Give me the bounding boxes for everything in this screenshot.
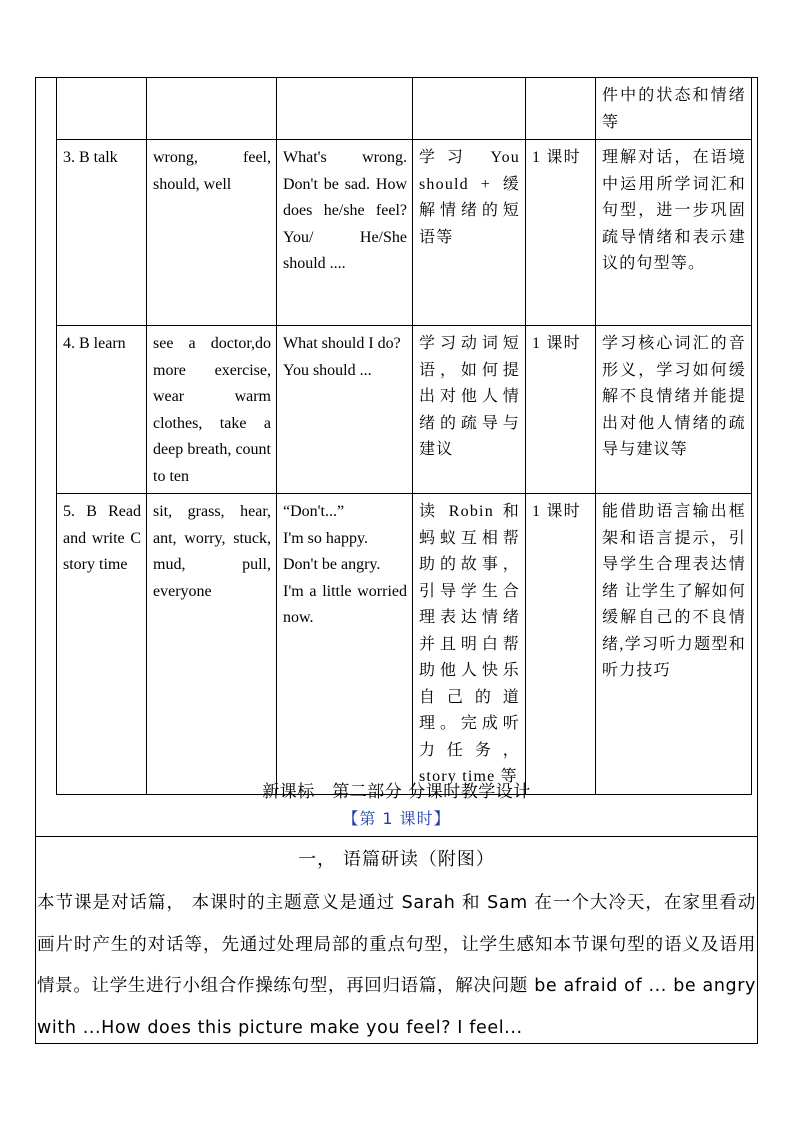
reading-heading: 一， 语篇研读（附图） [298,849,495,870]
hours-cell: 1 课时 [526,326,596,494]
reading-paragraph: 本节课是对话篇， 本课时的主题意义是通过 Sarah 和 Sam 在一个大冷天，在家里看动画片时产生的对话等，先通过处理局部的重点句型，让学生感知本节课句型的语义及语用情景。让学生进行小组合作操练句型，再回归语篇，解决问题 be afraid of ... be angry with ...How does this picture make you feel? I feel... [37,893,756,1038]
goal-cell: 能借助语言输出框架和语言提示，引导学生合理表达情绪 让学生了解如何缓解自己的不良情绪,学习听力题型和听力技巧 [596,494,752,795]
section-title: 新课标 第二部分 分课时教学设计 [262,782,531,802]
table-row [57,326,752,494]
vocab-cell: see a doctor,do more exercise, wear warm clothes, take a deep breath, count to ten [147,326,277,494]
goal-cell: 件中的状态和情绪等 [596,78,752,140]
goal-cell: 学习核心词汇的音形义，学习如何缓解不良情绪并能提出对他人情绪的疏导与建议等 [596,326,752,494]
vocab-cell [147,78,277,140]
hours-cell: 1 课时 [526,140,596,326]
table-row [57,78,752,140]
lesson-number-tag: 【第 1 课时】 [342,809,451,828]
vocab-cell: sit, grass, hear, ant, worry, stuck, mud, pull, everyone [147,494,277,795]
table-row [57,140,752,326]
lesson-cell [57,78,147,140]
hours-cell [526,78,596,140]
sentences-cell: “Don't...” I'm so happy. Don't be angry. I'm a little worried now. [277,494,413,795]
sentences-cell [277,78,413,140]
table-row [57,494,752,795]
focus-cell: 学习动词短语，如何提出对他人情绪的疏导与建议 [413,326,526,494]
goal-cell: 理解对话，在语境中运用所学词汇和句型，进一步巩固疏导情绪和表示建议的句型等。 [596,140,752,326]
lesson-plan-table [56,77,752,795]
sentences-cell: What's wrong. Don't be sad. How does he/she feel?You/ He/She should .... [277,140,413,326]
focus-cell [413,78,526,140]
vocab-cell: wrong, feel, should, well [147,140,277,326]
hours-cell: 1 课时 [526,494,596,795]
lesson-cell: 4. B learn [57,326,147,494]
focus-cell: 学习 You should + 缓解情绪的短语等 [413,140,526,326]
lesson-cell: 5. B Read and write C story time [57,494,147,795]
lesson-cell: 3. B talk [57,140,147,326]
section-header [35,772,758,837]
sentences-cell: What should I do? You should ... [277,326,413,494]
focus-cell: 读 Robin 和蚂蚁互相帮助的故事，引导学生合理表达情绪并且明白帮助他人快乐自己的道理。完成听力任务， story time 等 [413,494,526,795]
